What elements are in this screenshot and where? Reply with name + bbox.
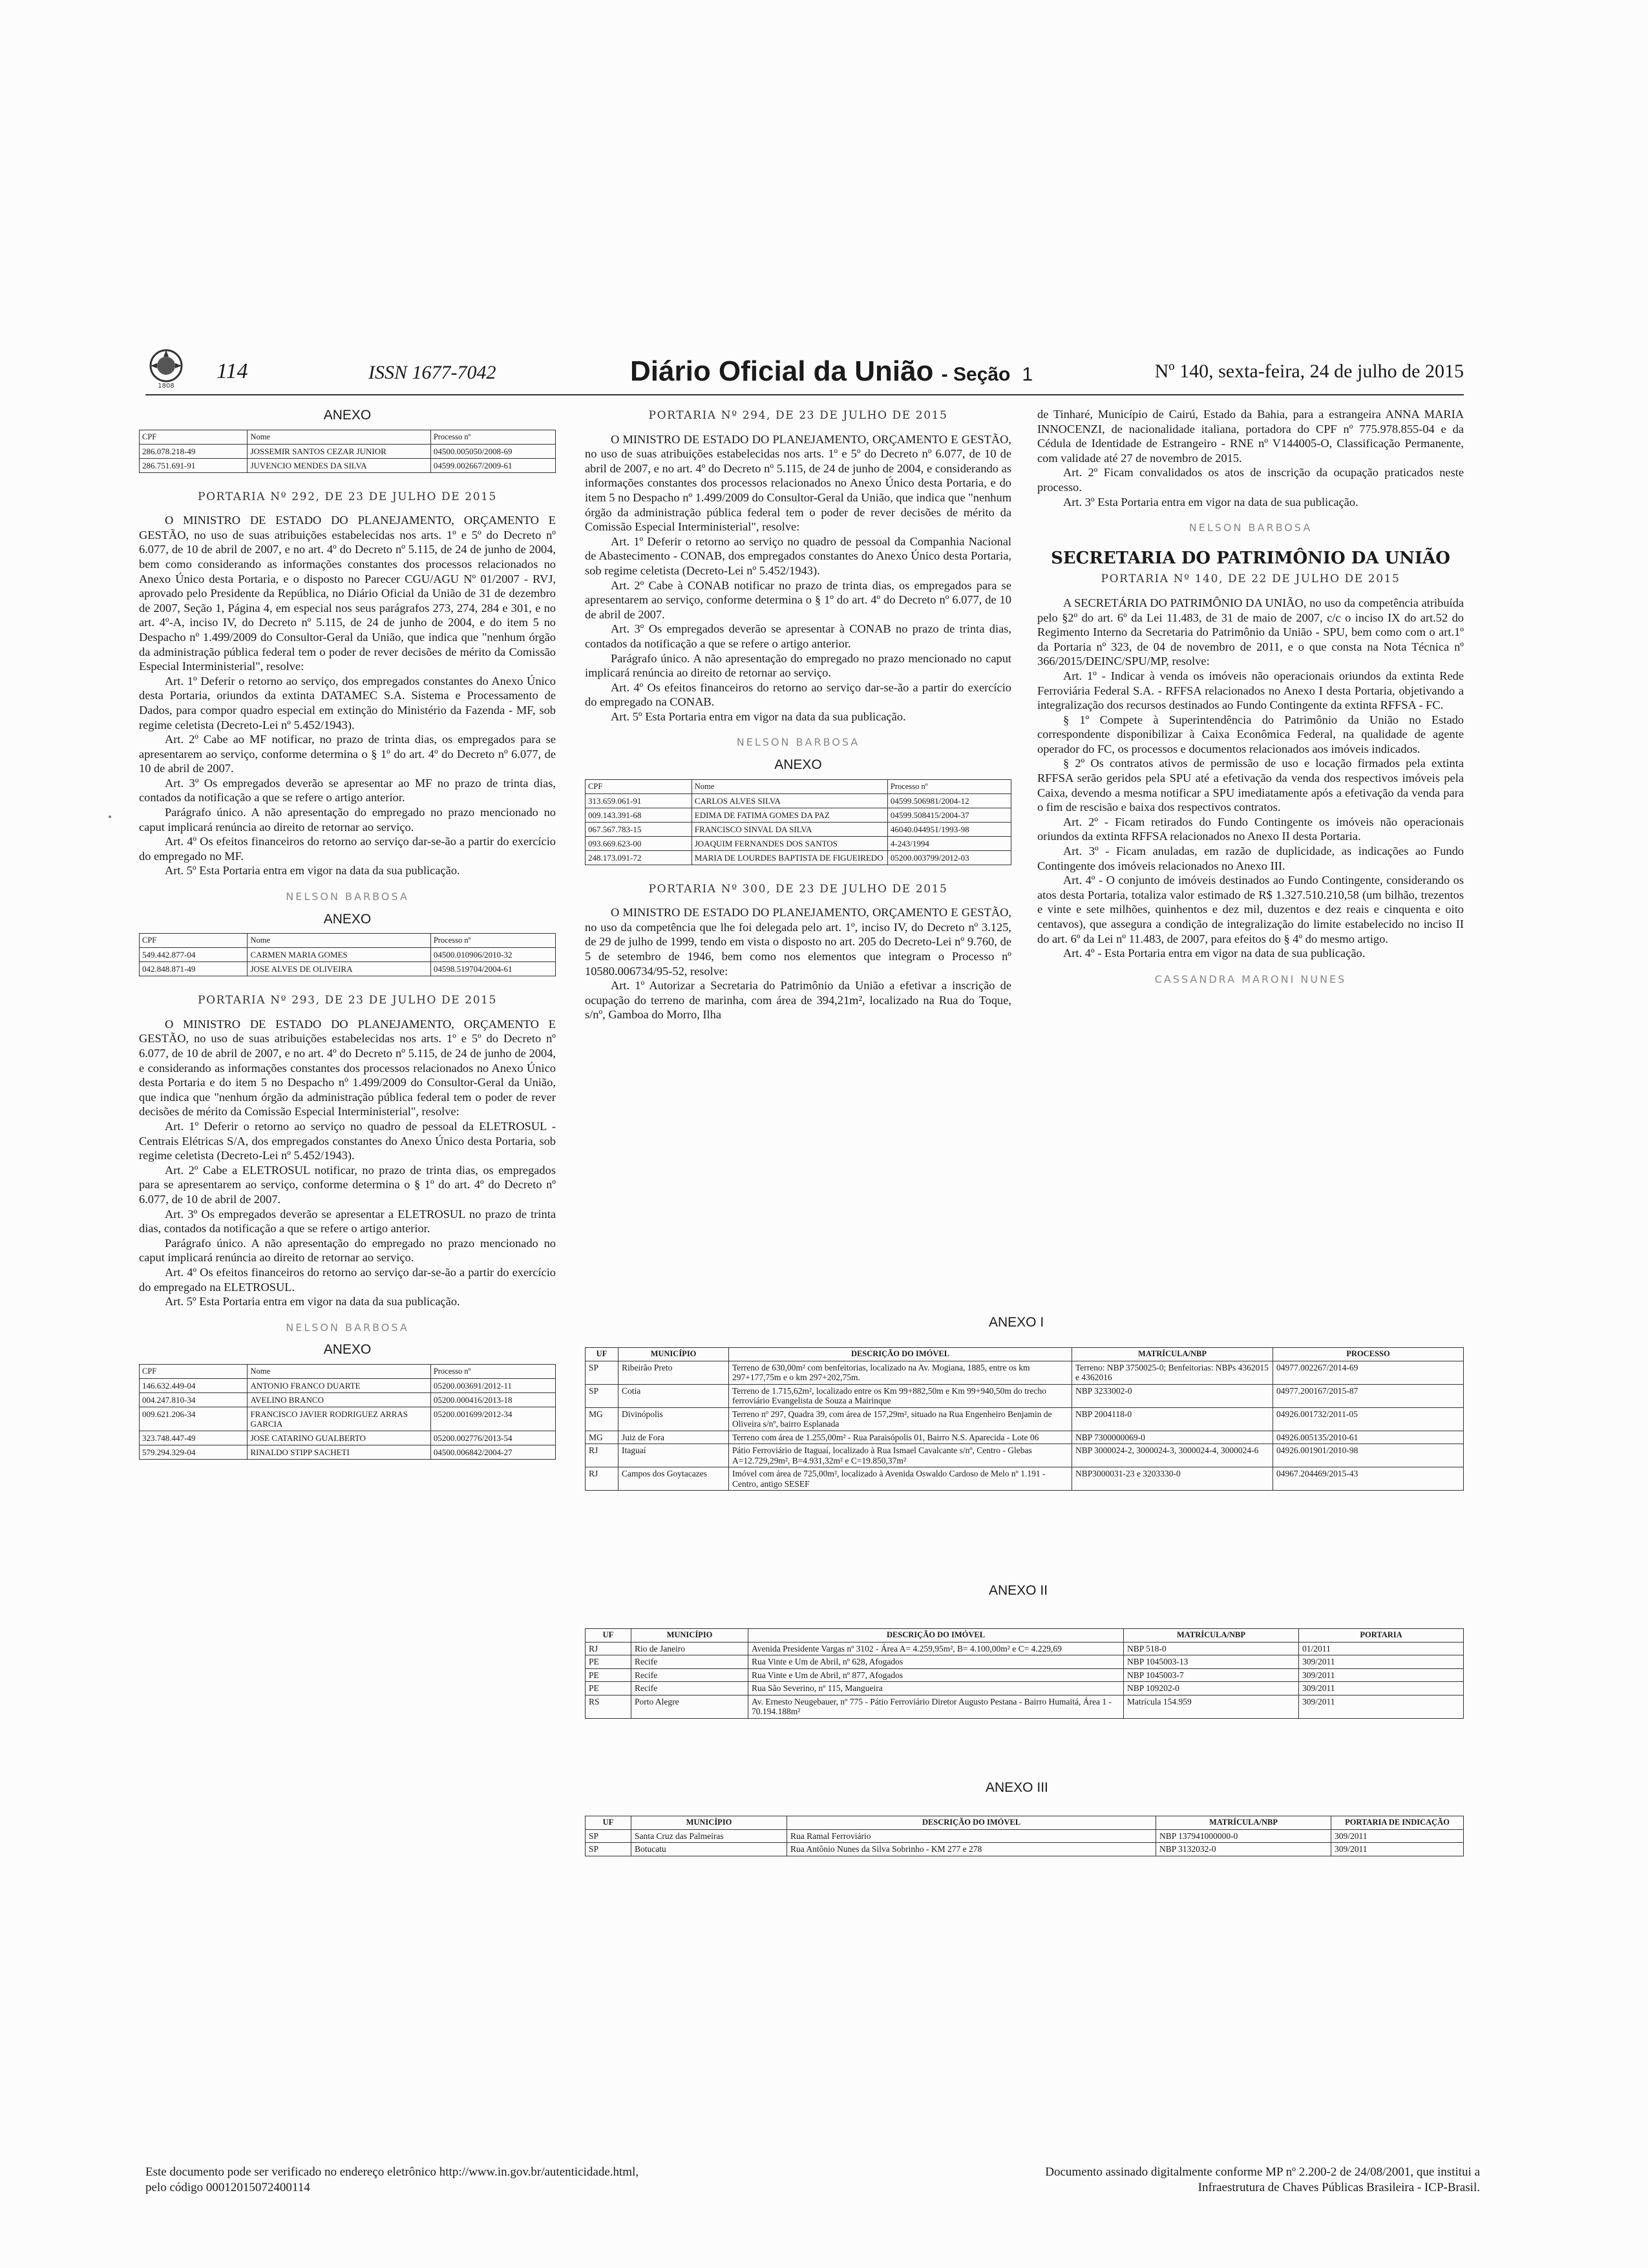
paragraph: Art. 3º Os empregados deverão se apresentar a ELETROSUL no prazo de trinta dias, contados da notificação a que se refere o artigo anterior. <box>139 1207 556 1235</box>
portaria-294-title: PORTARIA Nº 294, DE 23 DE JULHO DE 2015 <box>648 409 948 422</box>
cell-processo: 04598.519704/2004-61 <box>430 962 555 976</box>
paragraph: O MINISTRO DE ESTADO DO PLANEJAMENTO, ORÇAMENTO E GESTÃO, no uso de suas atribuições estabelecidas nos arts. 1º e 5º do Decreto nº 6.077, de 10 de abril de 2007, e no art. 4º do Decreto nº 5.115, de 24 de junho de 2004, bem como considerando as informações constantes dos processos relacionados no Anexo Único desta Portaria, e o disposto no Parecer CGU/AGU Nº 01/2007 - RVJ, aprovado pelo Presidente da República, no Diário Oficial da União de 31 de dezembro de 2007, Seção 1, Página 4, em especial nos seus parágrafos 273, 274, 284 e 301, e no art. 4º-A, inciso IV, do Decreto nº 5.115, de 24 de junho de 2004, e do item 5 no Despacho nº 1.499/2009 do Consultor-Geral da União, que indica que "nenhum órgão da administração pública federal tem o poder de rever decisões de mérito da Comissão Especial Interministerial", resolve: <box>139 514 556 673</box>
portaria-300-title: PORTARIA Nº 300, DE 23 DE JULHO DE 2015 <box>648 882 948 896</box>
cell-uf: SP <box>586 1843 631 1856</box>
col-uf: UF <box>586 1348 618 1361</box>
col-descricao: DESCRIÇÃO DO IMÓVEL <box>787 1816 1156 1830</box>
anexo-1-title: ANEXO I <box>989 1315 1044 1330</box>
paragraph: de Tinharé, Município de Cairú, Estado da Bahia, para a estrangeira ANNA MARIA INNOCENZI, de nacionalidade italiana, portadora do CPF nº 775.978.855-04 e da Cédula de Identidade de Estrangeiro - RNE nº V144005-O, Classificação Permanente, com validade até 27 de novembro de 2015. <box>1037 408 1464 465</box>
cell-municipio: Rio de Janeiro <box>631 1642 748 1655</box>
col-matricula: MATRÍCULA/NBP <box>1124 1629 1299 1643</box>
paragraph: Art. 1º Deferir o retorno ao serviço, dos empregados constantes do Anexo Único desta Portaria, oriundos da extinta DATAMEC S.A. Sistema e Processamento de Dados, para compor quadro especial em extinção do Ministério da Fazenda - MF, sob regime celetista (Decreto-Lei nº 5.452/1943). <box>139 674 556 731</box>
cell-municipio: Itaguaí <box>618 1444 729 1467</box>
cell-descricao: Terreno de 630,00m² com benfeitorias, localizado na Av. Mogiana, 1885, entre os km 297+177,75m e o km 297+202,75m. <box>729 1361 1072 1384</box>
cell-matricula: NBP 1045003-7 <box>1124 1668 1299 1682</box>
paragraph: Art. 2º Cabe ao MF notificar, no prazo de trinta dias, os empregados para se apresentarem ao serviço, conforme determina o § 1º do art. 4º do Decreto nº 6.077, de 10 de abril de 2007. <box>139 733 556 775</box>
paragraph: Art. 5º Esta Portaria entra em vigor na data da sua publicação. <box>165 864 460 877</box>
cell-uf: RJ <box>586 1642 631 1655</box>
journal-name: Diário Oficial da União <box>630 355 934 387</box>
cell-processo: 04500.010906/2010-32 <box>430 948 555 962</box>
cell-uf: PE <box>586 1668 631 1682</box>
col-processo: PROCESSO <box>1273 1348 1464 1361</box>
paragraph: Art. 2º Ficam convalidados os atos de inscrição da ocupação praticados neste processo. <box>1037 466 1464 494</box>
paragraph: Art. 4º - O conjunto de imóveis destinados ao Fundo Contingente, considerando os atos desta Portaria, totaliza valor estimado de R$ 1.327.510.210,58 (um bilhão, trezentos e vinte e sete milhões, quinhentos e dez mil, duzentos e dez reais e cinquenta e oito centavos), que assegura a condição de integralização do limite estabelecido no inciso II do art. 6º da Lei nº 11.483, de 2007, para efeitos do § 4º do mesmo artigo. <box>1037 874 1464 945</box>
cell-matricula: NBP 3132032-0 <box>1156 1843 1331 1856</box>
table-row <box>586 1444 1464 1467</box>
col-municipio: MUNICÍPIO <box>631 1629 748 1643</box>
cell-uf: PE <box>586 1655 631 1669</box>
cell-descricao: Pátio Ferroviário de Itaguaí, localizado à Rua Ismael Cavalcante s/nº, Centro - Glebas A=12.729,29m², B=4.931,32m² e C=19.850,37m² <box>729 1444 1072 1467</box>
cell-descricao: Rua São Severino, nº 115, Mangueira <box>748 1682 1124 1696</box>
cell-portaria: 309/2011 <box>1299 1668 1464 1682</box>
paragraph: Art. 1º - Indicar à venda os imóveis não operacionais oriundos da extinta Rede Ferroviária Federal S.A. - RFFSA relacionados no Anexo I desta Portaria, objetivando a integralização dos recursos destinados ao Fundo Contingente da extinta RFFSA - FC. <box>1037 669 1464 712</box>
cell-nome: MARIA DE LOURDES BAPTISTA DE FIGUEIREDO <box>692 850 887 865</box>
cell-portaria: 309/2011 <box>1299 1682 1464 1696</box>
table-row <box>586 1829 1464 1843</box>
col-descricao: DESCRIÇÃO DO IMÓVEL <box>748 1629 1124 1643</box>
cell-uf: RJ <box>586 1444 618 1467</box>
annex-title: ANEXO <box>774 757 822 773</box>
cell-cpf: 093.669.623-00 <box>586 836 692 850</box>
table-row <box>586 1642 1464 1655</box>
cell-cpf: 549.442.877-04 <box>140 948 248 962</box>
cell-nome: AVELINO BRANCO <box>248 1392 430 1407</box>
cell-cpf: 067.567.783-15 <box>586 822 692 836</box>
paragraph: Parágrafo único. A não apresentação do empregado no prazo mencionado no caput implicará renúncia ao direito de retornar ao serviço. <box>139 1236 556 1265</box>
table-row <box>140 1431 556 1445</box>
paragraph: Parágrafo único. A não apresentação do empregado no prazo mencionado no caput implicará renúncia ao direito de retornar ao serviço. <box>139 806 556 834</box>
paragraph: Art. 1º Deferir o retorno ao serviço no quadro de pessoal da Companhia Nacional de Abastecimento - CONAB, dos empregados constantes do Anexo Único desta Portaria, sob regime celetista (Decreto-Lei nº 5.452/1943). <box>585 534 1011 577</box>
paragraph: Parágrafo único. A não apresentação do empregado no prazo mencionado no caput implicará renúncia ao direito de retornar ao serviço. <box>585 651 1011 680</box>
annex-table <box>585 779 1011 865</box>
cell-matricula: NBP 109202-0 <box>1124 1682 1299 1696</box>
anexo-2-title: ANEXO II <box>989 1583 1048 1598</box>
cell-municipio: Recife <box>631 1682 748 1696</box>
portaria-140-title: PORTARIA Nº 140, DE 22 DE JULHO DE 2015 <box>1101 572 1400 586</box>
cell-nome: CARMEN MARIA GOMES <box>248 948 430 962</box>
table-row <box>586 793 1011 808</box>
cell-nome: EDIMA DE FATIMA GOMES DA PAZ <box>692 808 887 822</box>
col-nome: Nome <box>248 430 430 444</box>
col-cpf: CPF <box>140 430 248 444</box>
col-descricao: DESCRIÇÃO DO IMÓVEL <box>729 1348 1072 1361</box>
paragraph: § 2º Os contratos ativos de permissão de uso e locação firmados pela extinta RFFSA serão geridos pela SPU até a efetivação da venda dos respectivos imóveis pela Caixa, devendo a mesma notificar a SPU imediatamente após a efetivação da venda para o fim de rescisão e baixa dos respectivos contratos. <box>1037 757 1464 814</box>
cell-municipio: Botucatu <box>631 1843 787 1856</box>
cell-descricao: Avenida Presidente Vargas nº 3102 - Área A= 4.259,95m², B= 4.100,00m² e C= 4.229,69 <box>748 1642 1124 1655</box>
column-2 <box>585 407 1011 1022</box>
cell-nome: RINALDO STIPP SACHETI <box>248 1445 430 1459</box>
cell-cpf: 009.621.206-34 <box>140 1407 248 1431</box>
cell-nome: FRANCISCO SINVAL DA SILVA <box>692 822 887 836</box>
col-cpf: CPF <box>140 1364 248 1378</box>
cell-matricula: NBP 137941000000-0 <box>1156 1829 1331 1843</box>
col-matricula: MATRÍCULA/NBP <box>1156 1816 1331 1830</box>
anexo-1-table <box>585 1347 1464 1491</box>
cell-processo: 04926.001732/2011-05 <box>1273 1407 1464 1431</box>
cell-processo: 05200.002776/2013-54 <box>430 1431 555 1445</box>
paragraph: O MINISTRO DE ESTADO DO PLANEJAMENTO, ORÇAMENTO E GESTÃO, no uso de suas atribuições estabelecidas nos arts. 1º e 5º do Decreto nº 6.077, de 10 de abril de 2007, e no art. 4º do Decreto nº 5.115, de 24 de junho de 2004, e considerando as informações constantes dos processos relacionados no Anexo Único desta Portaria e do item 5 no Despacho nº 1.499/2009 do Consultor-Geral da União, que indica que "nenhum órgão da administração pública federal tem o poder de rever decisões de mérito da Comissão Especial Interministerial", resolve: <box>139 1017 556 1118</box>
cell-nome: JOAQUIM FERNANDES DOS SANTOS <box>692 836 887 850</box>
paragraph: Art. 5º Esta Portaria entra em vigor na data da sua publicação. <box>611 709 906 723</box>
cell-processo: 05200.001699/2012-34 <box>430 1407 555 1431</box>
table-row <box>140 444 556 458</box>
paragraph: A SECRETÁRIA DO PATRIMÔNIO DA UNIÃO, no uso da competência atribuída pelo §2º do art. 6º da Lei 11.483, de 31 de maio de 2007, c/c o inciso IX do art.52 do Regimento Interno da Secretaria do Patrimônio da União - SPU, bem como com o art.1º da Portaria nº 323, de 04 de novembro de 2011, e o que consta na Nota Técnica nº 366/2015/DEINC/SPU/MP, resolve: <box>1037 596 1464 668</box>
annex-table <box>139 933 556 976</box>
verification-url-text: Este documento pode ser verificado no endereço eletrônico http://www.in.gov.br/autenticidade.html, <box>145 2165 639 2179</box>
cell-cpf: 248.173.091-72 <box>586 850 692 865</box>
cell-descricao: Terreno nº 297, Quadra 39, com área de 157,29m², situado na Rua Engenheiro Benjamin de Oliveira s/nº, bairro Esplanada <box>729 1407 1072 1431</box>
cell-processo: 04926.001901/2010-98 <box>1273 1444 1464 1467</box>
column-3 <box>1037 407 1464 993</box>
signature-note-line2: Infraestrutura de Chaves Públicas Brasileira - ICP-Brasil. <box>1198 2181 1480 2194</box>
cell-nome: JOSSEMIR SANTOS CEZAR JUNIOR <box>248 444 430 458</box>
table-row <box>586 1843 1464 1856</box>
paragraph: Art. 4º - Esta Portaria entra em vigor na data de sua publicação. <box>1063 947 1366 960</box>
cell-uf: SP <box>586 1829 631 1843</box>
cell-municipio: Porto Alegre <box>631 1695 748 1718</box>
cell-matricula: Matrícula 154.959 <box>1124 1695 1299 1718</box>
table-row <box>586 1668 1464 1682</box>
table-row <box>586 1467 1464 1491</box>
signature: CASSANDRA MARONI NUNES <box>1154 972 1347 985</box>
table-row <box>586 1695 1464 1718</box>
cell-uf: MG <box>586 1431 618 1444</box>
cell-cpf: 004.247.810-34 <box>140 1392 248 1407</box>
cell-processo: 04599.002667/2009-61 <box>430 458 555 472</box>
col-portaria-indicacao: PORTARIA DE INDICAÇÃO <box>1331 1816 1464 1830</box>
paragraph: Art. 3º Esta Portaria entra em vigor na data de sua publicação. <box>1063 495 1358 509</box>
cell-descricao: Terreno com área de 1.255,00m² - Rua Paraisópolis 01, Bairro N.S. Aparecida - Lote 06 <box>729 1431 1072 1444</box>
cell-processo: 4-243/1994 <box>887 836 1011 850</box>
cell-municipio: Juiz de Fora <box>618 1431 729 1444</box>
paragraph: O MINISTRO DE ESTADO DO PLANEJAMENTO, ORÇAMENTO E GESTÃO, no uso da competência que lhe foi delegada pelo art. 1º, inciso IV, do Decreto nº 3.125, de 29 de julho de 1999, tendo em vista o disposto no art. 205 do Decreto-Lei nº 9.760, de 5 de setembro de 1946, bem como nos elementos que integram o Processo nº 10580.006734/95-52, resolve: <box>585 906 1011 978</box>
table-row <box>586 1407 1464 1431</box>
paragraph: § 1º Compete à Superintendência do Patrimônio da União no Estado correspondente disponibilizar à Caixa Econômica Federal, na qualidade de agente operador do FC, os processos e documentos relacionados aos imóveis indicados. <box>1037 713 1464 755</box>
table-row <box>586 808 1011 822</box>
col-cpf: CPF <box>586 779 692 793</box>
annex-title: ANEXO <box>323 1342 372 1358</box>
col-processo: Processo nº <box>430 934 555 948</box>
verification-code: pelo código 00012015072400114 <box>145 2181 310 2194</box>
cell-processo: 04599.508415/2004-37 <box>887 808 1011 822</box>
cell-processo: 05200.000416/2013-18 <box>430 1392 555 1407</box>
annex-title: ANEXO <box>323 911 372 927</box>
cell-nome: JOSE ALVES DE OLIVEIRA <box>248 962 430 976</box>
signature: NELSON BARBOSA <box>736 736 860 749</box>
col-processo: Processo nº <box>430 1364 555 1378</box>
cell-nome: CARLOS ALVES SILVA <box>692 793 887 808</box>
signature: NELSON BARBOSA <box>1188 521 1313 534</box>
paragraph: Art. 2º - Ficam retirados do Fundo Contingente os imóveis não operacionais oriundos da extinta RFFSA relacionados no Anexo II desta Portaria. <box>1037 815 1464 843</box>
cell-cpf: 286.078.218-49 <box>140 444 248 458</box>
table-row <box>586 822 1011 836</box>
table-row <box>586 1655 1464 1669</box>
col-uf: UF <box>586 1816 631 1830</box>
cell-descricao: Rua Vinte e Um de Abril, nº 628, Afogados <box>748 1655 1124 1669</box>
cell-processo: 46040.044951/1993-98 <box>887 822 1011 836</box>
column-1 <box>139 407 556 1471</box>
cell-descricao: Rua Ramal Ferroviário <box>787 1829 1156 1843</box>
cell-cpf: 286.751.691-91 <box>140 458 248 472</box>
cell-matricula: NBP 3000024-2, 3000024-3, 3000024-4, 3000024-6 <box>1072 1444 1273 1467</box>
scan-speck <box>109 815 111 818</box>
paragraph: Art. 4º Os efeitos financeiros do retorno ao serviço dar-se-ão a partir do exercício do empregado na ELETROSUL. <box>139 1265 556 1294</box>
signature-note-line1: Documento assinado digitalmente conforme MP nº 2.200-2 de 24/08/2001, que institui a <box>1045 2165 1480 2179</box>
cell-portaria: 309/2011 <box>1331 1843 1464 1856</box>
paragraph: Art. 1º Autorizar a Secretaria do Patrimônio da União a efetivar a inscrição de ocupação do terreno de marinha, com área de 394,21m², localizado na Rua do Toque, s/nº, Gamboa do Morro, Ilha <box>585 979 1011 1022</box>
cell-processo: 04500.005050/2008-69 <box>430 444 555 458</box>
cell-cpf: 146.632.449-04 <box>140 1378 248 1392</box>
cell-nome: ANTONIO FRANCO DUARTE <box>248 1378 430 1392</box>
annex-table <box>139 1364 556 1460</box>
cell-uf: MG <box>586 1407 618 1431</box>
table-row <box>140 948 556 962</box>
paragraph: Art. 1º Deferir o retorno ao serviço no quadro de pessoal da ELETROSUL - Centrais Elétricas S/A, dos empregados constantes do Anexo Único desta Portaria, sob regime celetista (Decreto-Lei nº 5.452/1943). <box>139 1119 556 1162</box>
col-uf: UF <box>586 1629 631 1643</box>
cell-municipio: Cotia <box>618 1384 729 1407</box>
anexo-2-table <box>585 1628 1464 1719</box>
edition-date: Nº 140, sexta-feira, 24 de julho de 2015 <box>1154 361 1464 382</box>
cell-municipio: Divinópolis <box>618 1407 729 1431</box>
cell-uf: SP <box>586 1361 618 1384</box>
col-municipio: MUNICÍPIO <box>618 1348 729 1361</box>
cell-processo: 04977.002267/2014-69 <box>1273 1361 1464 1384</box>
table-row <box>586 1361 1464 1384</box>
section-label: - Seção <box>941 364 1011 385</box>
paragraph: Art. 4º Os efeitos financeiros do retorno ao serviço dar-se-ão a partir do exercício do empregado no MF. <box>139 835 556 863</box>
journal-title <box>630 355 1033 388</box>
paragraph: Art. 5º Esta Portaria entra em vigor na data da sua publicação. <box>165 1295 460 1308</box>
cell-uf: SP <box>586 1384 618 1407</box>
portaria-292-title: PORTARIA Nº 292, DE 23 DE JULHO DE 2015 <box>198 490 497 503</box>
cell-processo: 04977.200167/2015-87 <box>1273 1384 1464 1407</box>
cell-uf: RJ <box>586 1467 618 1491</box>
cell-portaria: 309/2011 <box>1299 1695 1464 1718</box>
cell-municipio: Recife <box>631 1668 748 1682</box>
cell-cpf: 042.848.871-49 <box>140 962 248 976</box>
signature: NELSON BARBOSA <box>286 1321 409 1334</box>
paragraph: Art. 2º Cabe à CONAB notificar no prazo de trinta dias, os empregados para se apresentarem ao serviço, conforme determina o § 1º do art. 4º do Decreto nº 6.077, de 10 de abril de 2007. <box>585 578 1011 621</box>
cell-cpf: 323.748.447-49 <box>140 1431 248 1445</box>
table-row <box>140 1378 556 1392</box>
annex-title: ANEXO <box>323 408 372 423</box>
cell-matricula: NBP 1045003-13 <box>1124 1655 1299 1669</box>
anexo-3-table <box>585 1816 1464 1856</box>
cell-cpf: 009.143.391-68 <box>586 808 692 822</box>
col-processo: Processo nº <box>430 430 555 444</box>
table-row <box>140 962 556 976</box>
cell-processo: 04926.005135/2010-61 <box>1273 1431 1464 1444</box>
col-matricula: MATRÍCULA/NBP <box>1072 1348 1273 1361</box>
table-row <box>140 1407 556 1431</box>
cell-nome: FRANCISCO JAVIER RODRIGUEZ ARRAS GARCIA <box>248 1407 430 1431</box>
cell-uf: RS <box>586 1695 631 1718</box>
cell-matricula: Terreno: NBP 3750025-0; Benfeitorias: NBPs 4362015 e 4362016 <box>1072 1361 1273 1384</box>
paragraph: Art. 3º Os empregados deverão se apresentar à CONAB no prazo de trinta dias, contados da notificação a que se refere o artigo anterior. <box>585 622 1011 650</box>
cell-cpf: 579.294.329-04 <box>140 1445 248 1459</box>
table-row <box>586 1384 1464 1407</box>
paragraph: O MINISTRO DE ESTADO DO PLANEJAMENTO, ORÇAMENTO E GESTÃO, no uso de suas atribuições estabelecidas nos arts. 1º e 5º do Decreto nº 6.077, de 10 de abril de 2007, e no art. 4º do Decreto nº 5.115, de 24 de junho de 2004, e considerando as informações constantes dos processos relacionados no Anexo Único desta Portaria, e do item 5 no Despacho nº 1.499/2009 do Consultor-Geral da União, que indica que "nenhum órgão da administração pública federal tem o poder de rever decisões de mérito da Comissão Especial Interministerial", resolve: <box>585 432 1011 534</box>
section-number: 1 <box>1022 364 1033 385</box>
anexo-3-title: ANEXO III <box>986 1780 1048 1795</box>
cell-matricula: NBP 518-0 <box>1124 1642 1299 1655</box>
cell-matricula: NBP 3233002-0 <box>1072 1384 1273 1407</box>
cell-descricao: Rua Vinte e Um de Abril, nº 877, Afogados <box>748 1668 1124 1682</box>
table-row <box>140 1392 556 1407</box>
cell-matricula: NBP3000031-23 e 3203330-0 <box>1072 1467 1273 1491</box>
cell-municipio: Recife <box>631 1655 748 1669</box>
col-cpf: CPF <box>140 934 248 948</box>
brasao-emblem-icon <box>145 348 187 389</box>
page-header <box>145 355 1464 395</box>
cell-processo: 05200.003691/2012-11 <box>430 1378 555 1392</box>
cell-municipio: Campos dos Goytacazes <box>618 1467 729 1491</box>
secretaria-heading: SECRETARIA DO PATRIMÔNIO DA UNIÃO <box>1051 548 1450 568</box>
paragraph: Art. 3º - Ficam anuladas, em razão de duplicidade, as indicações ao Fundo Contingente dos imóveis relacionados no Anexo III. <box>1037 845 1464 872</box>
table-row <box>586 1431 1464 1444</box>
cell-descricao: Imóvel com área de 725,00m², localizado à Avenida Oswaldo Cardoso de Melo nº 1.191 - Centro, antigo SESEF <box>729 1467 1072 1491</box>
issn: ISSN 1677-7042 <box>368 362 496 383</box>
cell-portaria: 01/2011 <box>1299 1642 1464 1655</box>
paragraph: Art. 3º Os empregados deverão se apresentar ao MF no prazo de trinta dias, contados da notificação a que se refere o artigo anterior. <box>139 776 556 804</box>
cell-portaria: 309/2011 <box>1331 1829 1464 1843</box>
table-row <box>586 1682 1464 1696</box>
cell-portaria: 309/2011 <box>1299 1655 1464 1669</box>
portaria-293-title: PORTARIA Nº 293, DE 23 DE JULHO DE 2015 <box>198 994 497 1007</box>
col-processo: Processo nº <box>887 779 1011 793</box>
col-portaria: PORTARIA <box>1299 1629 1464 1643</box>
cell-matricula: NBP 2004118-0 <box>1072 1407 1273 1431</box>
annex-table <box>139 430 556 473</box>
cell-descricao: Terreno de 1.715,62m², localizado entre os Km 99+882,50m e Km 99+940,50m do trecho ferroviário Evangelista de Souza a Mairinque <box>729 1384 1072 1407</box>
paragraph: Art. 4º Os efeitos financeiros do retorno ao serviço dar-se-ão a partir do exercício do empregado na CONAB. <box>585 680 1011 709</box>
table-row <box>586 836 1011 850</box>
table-row <box>140 1445 556 1459</box>
cell-uf: PE <box>586 1682 631 1696</box>
cell-processo: 04967.204469/2015-43 <box>1273 1467 1464 1491</box>
footer-signature-note <box>898 2165 1480 2196</box>
signature: NELSON BARBOSA <box>286 890 409 903</box>
cell-processo: 04599.506981/2004-12 <box>887 793 1011 808</box>
cell-descricao: Rua Antônio Nunes da Silva Sobrinho - KM 277 e 278 <box>787 1843 1156 1856</box>
cell-processo: 05200.003799/2012-03 <box>887 850 1011 865</box>
table-row <box>586 850 1011 865</box>
cell-nome: JOSE CATARINO GUALBERTO <box>248 1431 430 1445</box>
paragraph: Art. 2º Cabe a ELETROSUL notificar, no prazo de trinta dias, os empregados para se apresentarem ao serviço, conforme determina o § 1º do art. 4º do Decreto nº 6.077, de 10 de abril de 2007. <box>139 1163 556 1206</box>
cell-cpf: 313.659.061-91 <box>586 793 692 808</box>
cell-descricao: Av. Ernesto Neugebauer, nº 775 - Pátio Ferroviário Diretor Augusto Pestana - Bairro Humaitá, Área 1 - 70.194.188m² <box>748 1695 1124 1718</box>
cell-municipio: Santa Cruz das Palmeiras <box>631 1829 787 1843</box>
emblem-year: 1808 <box>158 383 174 389</box>
col-nome: Nome <box>248 934 430 948</box>
col-municipio: MUNICÍPIO <box>631 1816 787 1830</box>
footer-verification <box>145 2165 792 2196</box>
cell-nome: JUVENCIO MENDES DA SILVA <box>248 458 430 472</box>
table-row <box>140 458 556 472</box>
cell-municipio: Ribeirão Preto <box>618 1361 729 1384</box>
cell-matricula: NBP 7300000069-0 <box>1072 1431 1273 1444</box>
col-nome: Nome <box>248 1364 430 1378</box>
col-nome: Nome <box>692 779 887 793</box>
cell-processo: 04500.006842/2004-27 <box>430 1445 555 1459</box>
page-number: 114 <box>217 359 248 383</box>
